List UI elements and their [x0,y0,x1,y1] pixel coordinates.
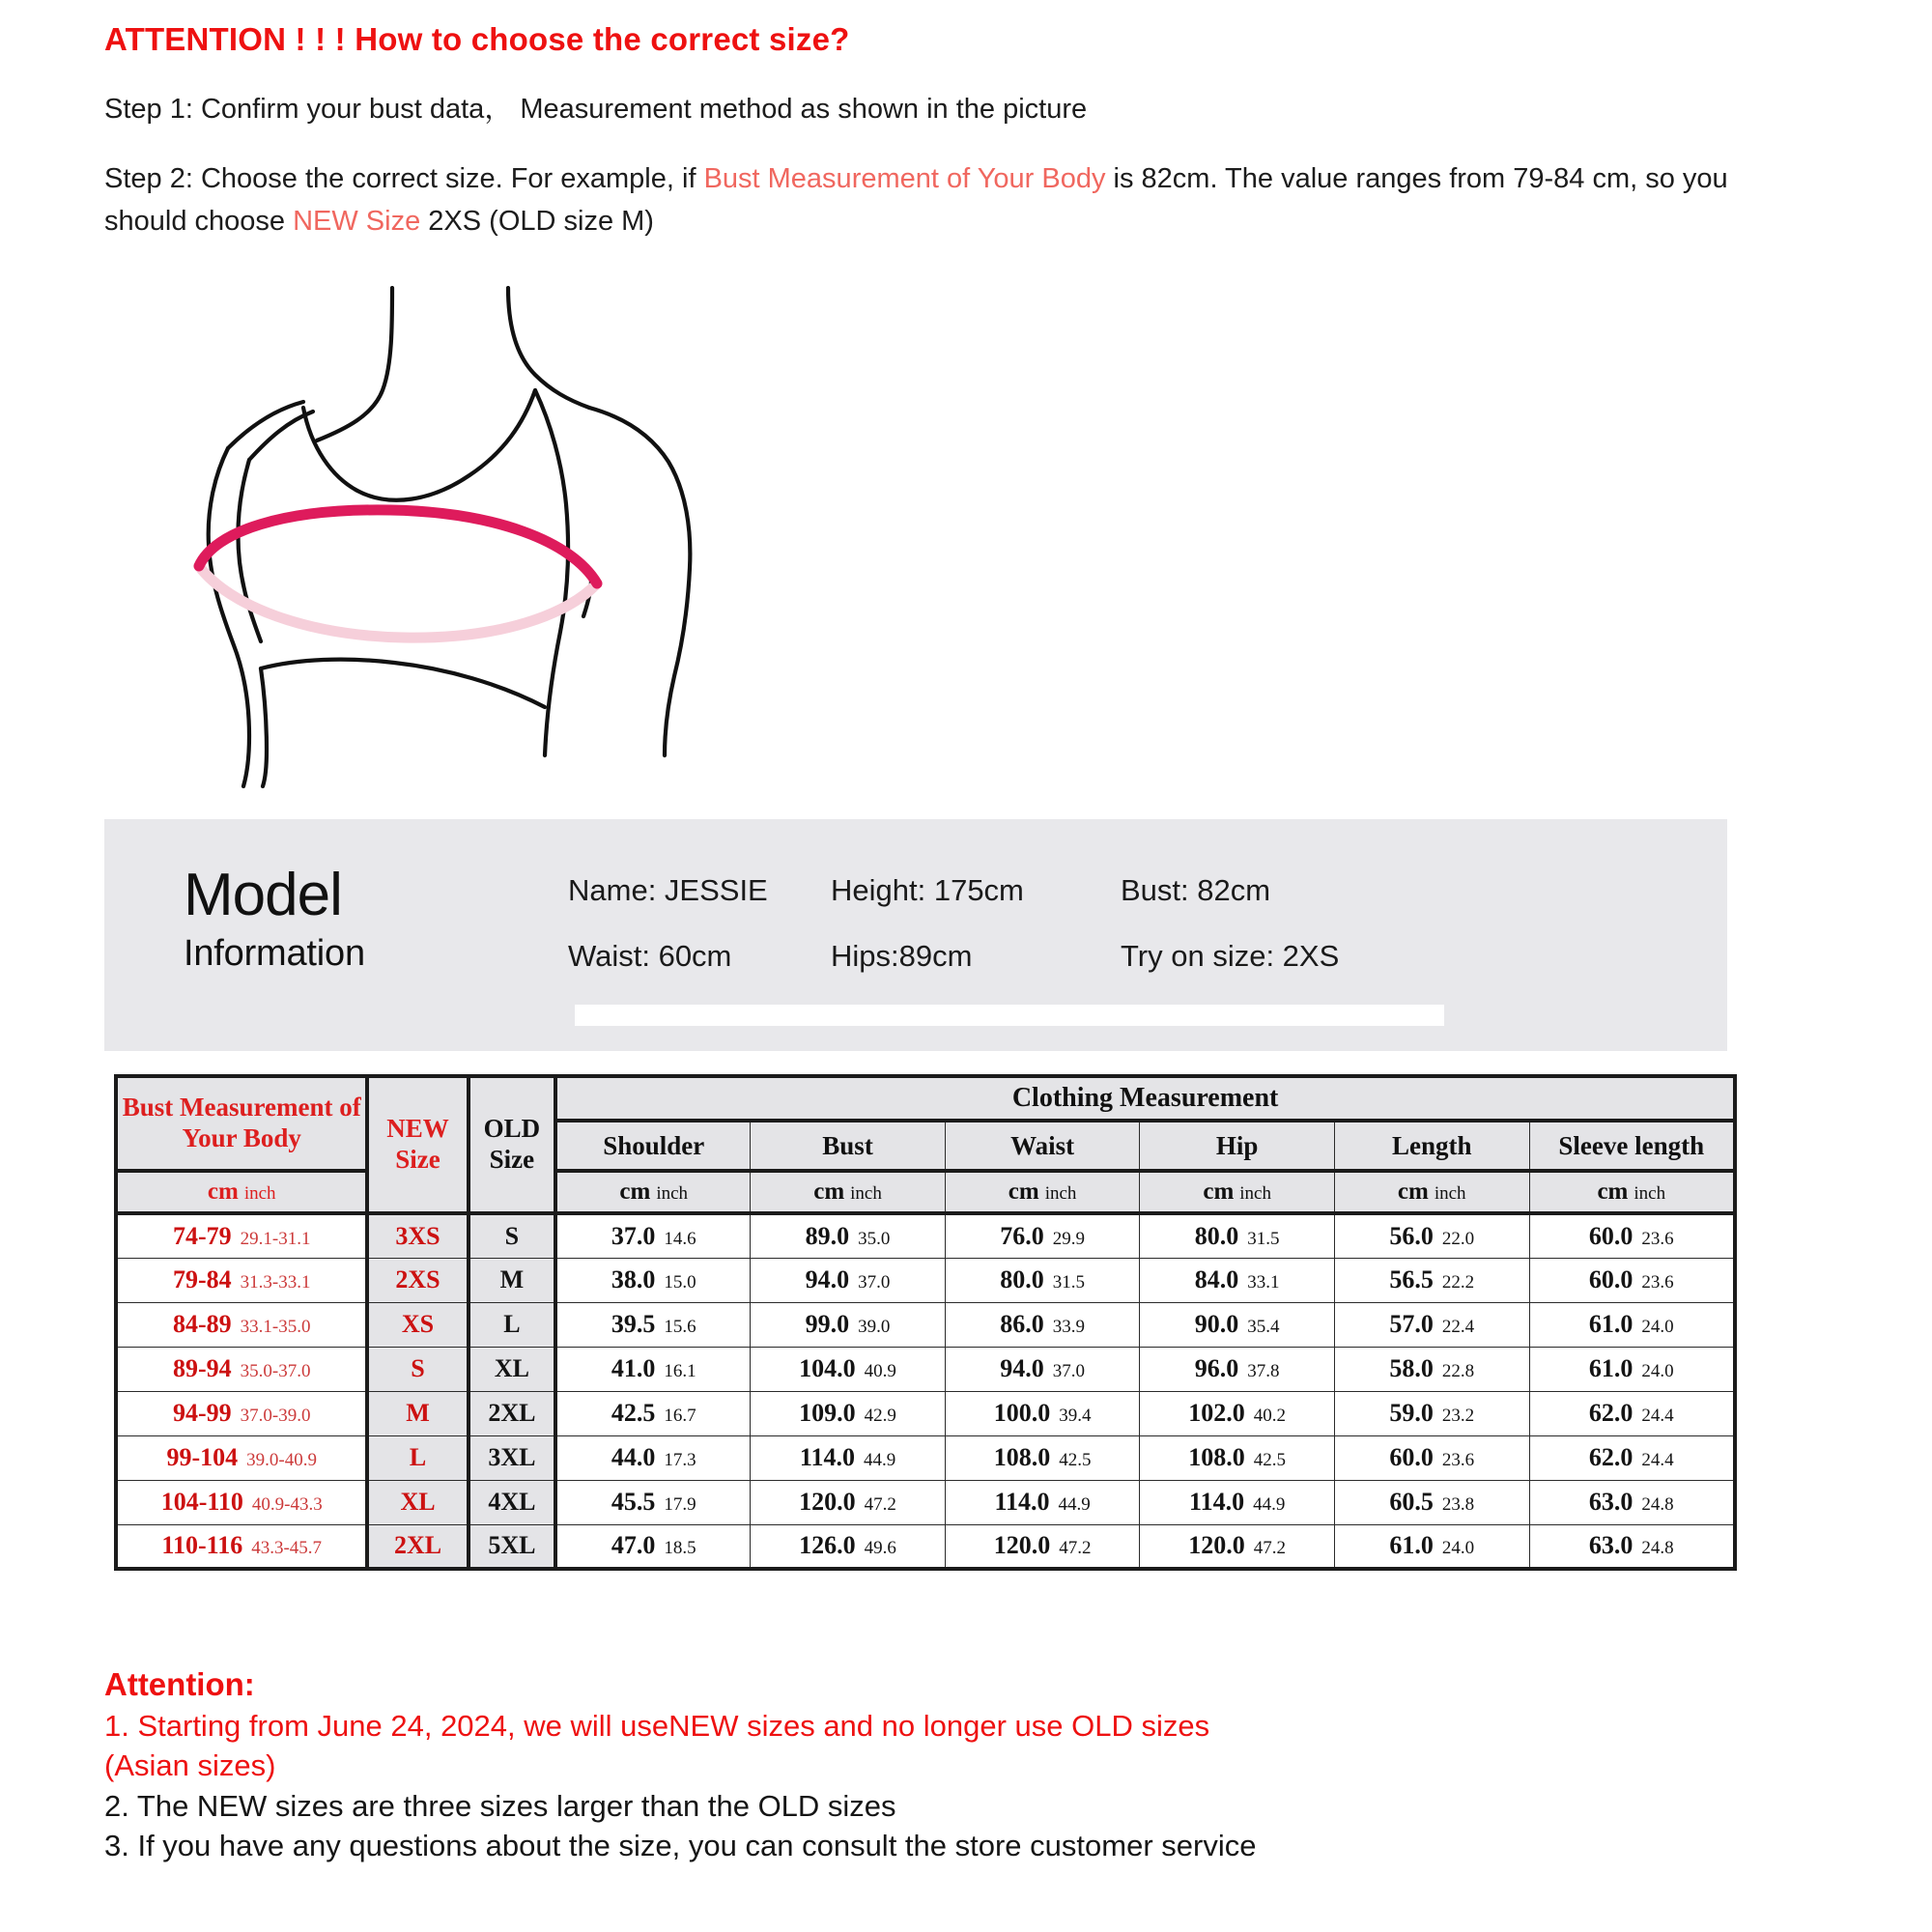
header-sleeve-length: Sleeve length [1529,1121,1735,1171]
value-cm: 62.0 [1588,1443,1634,1471]
new-size-value: M [406,1399,430,1427]
header-new-size: NEW Size [367,1076,468,1213]
value-inch: 24.0 [1641,1361,1674,1381]
unit-inch-label: inch [243,1183,276,1204]
value-inch: 42.9 [864,1406,896,1426]
value-inch: 23.6 [1641,1272,1674,1293]
header-waist: Waist [945,1121,1140,1171]
cell-body-measurement [116,1391,367,1435]
header-clothing-measurement: Clothing Measurement [555,1076,1735,1121]
value-cm: 39.5 [611,1310,656,1338]
value-inch: 29.9 [1052,1228,1085,1249]
cell-waist [945,1213,1140,1258]
value-cm: 104-110 [160,1488,243,1516]
header-bust: Bust [751,1121,946,1171]
value-inch: 42.5 [1059,1450,1092,1470]
cell-shoulder [555,1391,751,1435]
cell-new-size [367,1258,468,1302]
value-cm: 114.0 [799,1443,855,1471]
value-cm: 56.5 [1389,1265,1434,1293]
bottom-attention-section [104,1663,1843,1866]
value-cm: 61.0 [1389,1531,1434,1560]
cell-length [1334,1213,1529,1258]
unit-inch-label: inch [1434,1183,1466,1204]
value-cm: 47.0 [611,1531,656,1560]
cell-sleeve [1529,1213,1735,1258]
value-cm: 126.0 [799,1531,856,1560]
cell-hip [1140,1480,1335,1524]
cell-body-measurement [116,1347,367,1391]
cell-new-size [367,1347,468,1391]
bottom-note-1: 1. Starting from June 24, 2024, we will useNEW sizes and no longer use OLD sizes [104,1708,1210,1743]
new-size-value: L [409,1443,427,1471]
value-cm: 57.0 [1389,1310,1434,1338]
table-row [116,1435,1735,1480]
size-table-body [116,1213,1735,1569]
new-size-value: 3XS [395,1221,440,1250]
cell-length [1334,1435,1529,1480]
table-row [116,1347,1735,1391]
cell-new-size [367,1524,468,1569]
value-cm: 114.0 [994,1488,1050,1516]
value-inch: 37.0-39.0 [240,1406,311,1426]
value-inch: 31.5 [1052,1272,1085,1293]
value-inch: 44.9 [1058,1494,1091,1515]
value-cm: 80.0 [1000,1265,1044,1293]
value-cm: 60.0 [1389,1443,1434,1471]
value-inch: 33.1-35.0 [240,1317,311,1337]
value-inch: 39.4 [1059,1406,1092,1426]
cell-body-measurement [116,1213,367,1258]
unit-cm-label: cm [813,1179,845,1205]
old-size-value: 3XL [488,1443,536,1471]
value-cm: 102.0 [1188,1399,1245,1427]
cell-new-size [367,1435,468,1480]
bottom-attention-title: Attention: [104,1666,255,1702]
value-cm: 120.0 [993,1531,1051,1560]
value-inch: 16.7 [664,1406,696,1426]
value-cm: 100.0 [993,1399,1051,1427]
unit-header-body [116,1171,367,1213]
value-inch: 49.6 [864,1538,896,1559]
table-header-row-units [116,1171,1735,1213]
cell-hip [1140,1347,1335,1391]
value-cm: 44.0 [611,1443,656,1471]
header-shoulder: Shoulder [555,1121,751,1171]
cell-body-measurement [116,1480,367,1524]
table-row [116,1258,1735,1302]
cell-new-size [367,1302,468,1347]
cell-new-size [367,1391,468,1435]
cell-length [1334,1347,1529,1391]
value-cm: 108.0 [1188,1443,1245,1471]
value-inch: 22.8 [1441,1361,1475,1381]
value-inch: 15.6 [664,1317,696,1337]
unit-cm-label: cm [1397,1179,1429,1205]
model-field-hips: Hips:89cm [831,939,973,973]
unit-inch-label: inch [850,1183,882,1204]
attention-headline: ATTENTION ! ! ! How to choose the correct size? [104,21,850,57]
model-information-title [184,862,589,974]
value-cm: 42.5 [611,1399,656,1427]
model-information-panel [104,819,1727,1051]
value-inch: 43.3-45.7 [251,1538,323,1559]
cell-bust [751,1391,946,1435]
size-table-container [114,1074,1737,1571]
unit-cm-label: cm [619,1179,651,1205]
value-inch: 35.0-37.0 [240,1361,311,1381]
cell-bust [751,1213,946,1258]
model-panel-white-bar [575,1005,1444,1026]
cell-bust [751,1302,946,1347]
value-inch: 39.0 [858,1317,891,1337]
value-inch: 47.2 [1253,1538,1287,1559]
value-inch: 17.9 [664,1494,696,1515]
bust-measurement-illustration [114,286,732,788]
unit-inch-label: inch [1044,1183,1077,1204]
old-size-value: L [503,1310,521,1338]
unit-header-bust [751,1171,946,1213]
table-row [116,1480,1735,1524]
value-inch: 24.0 [1641,1317,1674,1337]
cell-bust [751,1258,946,1302]
value-cm: 84-89 [172,1310,232,1338]
value-inch: 35.4 [1247,1317,1280,1337]
value-cm: 96.0 [1194,1354,1239,1382]
cell-shoulder [555,1258,751,1302]
step-2-highlight-bust: Bust Measurement of Your Body [703,163,1106,195]
cell-old-size [469,1435,556,1480]
header-old-size: OLD Size [469,1076,556,1213]
value-inch: 35.0 [858,1228,891,1249]
step-2-part-b: is 82cm. The value ranges from 79-84 cm, so you should choose [104,163,1728,238]
value-inch: 40.9-43.3 [251,1494,323,1515]
value-inch: 37.8 [1247,1361,1280,1381]
value-cm: 41.0 [611,1354,656,1382]
model-title-line-1: Model [184,862,342,928]
new-size-value: XS [401,1310,435,1338]
value-cm: 37.0 [611,1221,656,1250]
unit-cm-label: cm [1597,1179,1629,1205]
cell-sleeve [1529,1347,1735,1391]
value-inch: 23.6 [1441,1450,1475,1470]
new-size-value: S [411,1354,425,1382]
cell-bust [751,1435,946,1480]
cell-length [1334,1258,1529,1302]
value-cm: 99.0 [805,1310,850,1338]
value-inch: 23.8 [1441,1494,1475,1515]
value-inch: 39.0-40.9 [246,1450,317,1470]
value-inch: 18.5 [664,1538,696,1559]
cell-body-measurement [116,1435,367,1480]
old-size-value: S [504,1221,520,1250]
value-cm: 86.0 [1000,1310,1044,1338]
value-cm: 89.0 [805,1221,850,1250]
cell-length [1334,1524,1529,1569]
unit-header-hip [1140,1171,1335,1213]
table-header-row-main [116,1076,1735,1121]
value-inch: 24.4 [1641,1450,1674,1470]
cell-waist [945,1258,1140,1302]
unit-inch-label: inch [1634,1183,1666,1204]
cell-bust [751,1480,946,1524]
value-inch: 40.2 [1253,1406,1287,1426]
cell-sleeve [1529,1258,1735,1302]
value-cm: 58.0 [1389,1354,1434,1382]
cell-length [1334,1302,1529,1347]
value-inch: 23.2 [1441,1406,1475,1426]
value-inch: 29.1-31.1 [240,1228,311,1249]
cell-waist [945,1435,1140,1480]
cell-shoulder [555,1302,751,1347]
value-cm: 94-99 [172,1399,232,1427]
cell-sleeve [1529,1435,1735,1480]
cell-body-measurement [116,1258,367,1302]
value-cm: 38.0 [611,1265,656,1293]
cell-waist [945,1524,1140,1569]
bottom-note-2: 2. The NEW sizes are three sizes larger than the OLD sizes [104,1788,896,1823]
value-cm: 61.0 [1588,1310,1634,1338]
value-inch: 22.4 [1441,1317,1475,1337]
step-2-highlight-newsize: NEW Size [293,206,421,238]
cell-new-size [367,1480,468,1524]
value-inch: 31.5 [1247,1228,1280,1249]
table-row [116,1391,1735,1435]
model-fields-grid [568,873,1631,974]
value-cm: 104.0 [799,1354,856,1382]
value-cm: 84.0 [1194,1265,1239,1293]
value-cm: 114.0 [1189,1488,1245,1516]
old-size-value: 2XL [488,1399,536,1427]
value-inch: 17.3 [664,1450,696,1470]
value-inch: 33.1 [1247,1272,1280,1293]
unit-header-length [1334,1171,1529,1213]
new-size-value: XL [400,1488,436,1516]
model-field-bust: Bust: 82cm [1121,873,1271,907]
cell-length [1334,1480,1529,1524]
unit-header-shoulder [555,1171,751,1213]
header-bust-measurement-of-your-body: Bust Measurement of Your Body [116,1076,367,1171]
cell-body-measurement [116,1524,367,1569]
cell-shoulder [555,1347,751,1391]
old-size-value: XL [494,1354,529,1382]
value-inch: 15.0 [664,1272,696,1293]
cell-shoulder [555,1435,751,1480]
cell-shoulder [555,1524,751,1569]
intro-section [104,19,1833,270]
model-title-line-2: Information [184,933,365,974]
value-cm: 79-84 [172,1265,232,1293]
cell-bust [751,1347,946,1391]
value-cm: 120.0 [1188,1531,1245,1560]
cell-body-measurement [116,1302,367,1347]
value-inch: 37.0 [858,1272,891,1293]
value-inch: 16.1 [664,1361,696,1381]
value-cm: 60.0 [1588,1221,1634,1250]
value-inch: 24.4 [1641,1406,1674,1426]
old-size-value: 5XL [488,1531,536,1560]
cell-hip [1140,1435,1335,1480]
cell-sleeve [1529,1391,1735,1435]
step-2-part-a: Step 2: Choose the correct size. For example, if [104,163,704,195]
value-cm: 99-104 [166,1443,239,1471]
value-cm: 60.5 [1389,1488,1434,1516]
value-cm: 90.0 [1194,1310,1239,1338]
value-inch: 33.9 [1052,1317,1085,1337]
cell-hip [1140,1524,1335,1569]
value-cm: 109.0 [799,1399,856,1427]
unit-cm-label: cm [1203,1179,1235,1205]
step-2-text [104,157,1747,242]
value-inch: 22.2 [1441,1272,1475,1293]
value-inch: 42.5 [1253,1450,1287,1470]
value-cm: 45.5 [611,1488,656,1516]
value-cm: 63.0 [1588,1488,1634,1516]
value-inch: 37.0 [1052,1361,1085,1381]
cell-old-size [469,1258,556,1302]
value-inch: 14.6 [664,1228,696,1249]
cell-waist [945,1347,1140,1391]
cell-length [1334,1391,1529,1435]
header-length: Length [1334,1121,1529,1171]
unit-cm-label: cm [1008,1179,1039,1205]
value-inch: 44.9 [863,1450,896,1470]
cell-old-size [469,1524,556,1569]
value-cm: 80.0 [1194,1221,1239,1250]
value-inch: 24.0 [1441,1538,1475,1559]
model-field-waist: Waist: 60cm [568,939,732,973]
table-row [116,1524,1735,1569]
value-inch: 47.2 [864,1494,896,1515]
cell-waist [945,1391,1140,1435]
cell-hip [1140,1302,1335,1347]
new-size-value: 2XS [395,1265,440,1293]
cell-waist [945,1480,1140,1524]
table-row [116,1302,1735,1347]
cell-old-size [469,1213,556,1258]
cell-old-size [469,1480,556,1524]
value-inch: 24.8 [1641,1538,1674,1559]
cell-old-size [469,1347,556,1391]
unit-inch-label: inch [656,1183,689,1204]
cell-shoulder [555,1480,751,1524]
unit-inch-label: inch [1239,1183,1271,1204]
cell-new-size [367,1213,468,1258]
value-cm: 120.0 [799,1488,856,1516]
bottom-note-3: 3. If you have any questions about the size, you can consult the store customer service [104,1829,1257,1863]
cell-hip [1140,1213,1335,1258]
bottom-note-1-cont: (Asian sizes) [104,1748,276,1783]
cell-waist [945,1302,1140,1347]
size-chart-table [114,1074,1737,1571]
old-size-value: 4XL [488,1488,536,1516]
value-cm: 110-116 [161,1531,243,1560]
value-cm: 74-79 [172,1221,232,1250]
unit-header-sleeve [1529,1171,1735,1213]
table-row [116,1213,1735,1258]
unit-cm-label: cm [207,1179,239,1205]
header-hip: Hip [1140,1121,1335,1171]
model-field-name: Name: JESSIE [568,873,768,907]
old-size-value: M [499,1265,525,1293]
value-cm: 76.0 [1000,1221,1044,1250]
value-inch: 24.8 [1641,1494,1674,1515]
cell-hip [1140,1391,1335,1435]
step-1-text: Step 1: Confirm your bust data， Measurement method as shown in the picture [104,94,1088,126]
value-inch: 47.2 [1059,1538,1092,1559]
cell-sleeve [1529,1524,1735,1569]
value-inch: 31.3-33.1 [240,1272,311,1293]
value-cm: 94.0 [1000,1354,1044,1382]
new-size-value: 2XL [393,1531,442,1560]
cell-shoulder [555,1213,751,1258]
cell-hip [1140,1258,1335,1302]
value-cm: 61.0 [1588,1354,1634,1382]
value-cm: 60.0 [1588,1265,1634,1293]
value-inch: 23.6 [1641,1228,1674,1249]
cell-bust [751,1524,946,1569]
value-inch: 22.0 [1441,1228,1475,1249]
cell-sleeve [1529,1480,1735,1524]
model-field-try-on-size: Try on size: 2XS [1121,939,1340,973]
size-table-head [116,1076,1735,1213]
model-field-height: Height: 175cm [831,873,1024,907]
value-inch: 44.9 [1253,1494,1286,1515]
value-cm: 108.0 [993,1443,1051,1471]
step-2-part-c: 2XS (OLD size M) [420,206,654,238]
cell-sleeve [1529,1302,1735,1347]
unit-header-waist [945,1171,1140,1213]
value-cm: 59.0 [1389,1399,1434,1427]
value-cm: 56.0 [1389,1221,1434,1250]
cell-old-size [469,1302,556,1347]
value-cm: 94.0 [805,1265,850,1293]
cell-old-size [469,1391,556,1435]
value-cm: 62.0 [1588,1399,1634,1427]
value-cm: 89-94 [172,1354,232,1382]
value-inch: 40.9 [864,1361,896,1381]
value-cm: 63.0 [1588,1531,1634,1560]
